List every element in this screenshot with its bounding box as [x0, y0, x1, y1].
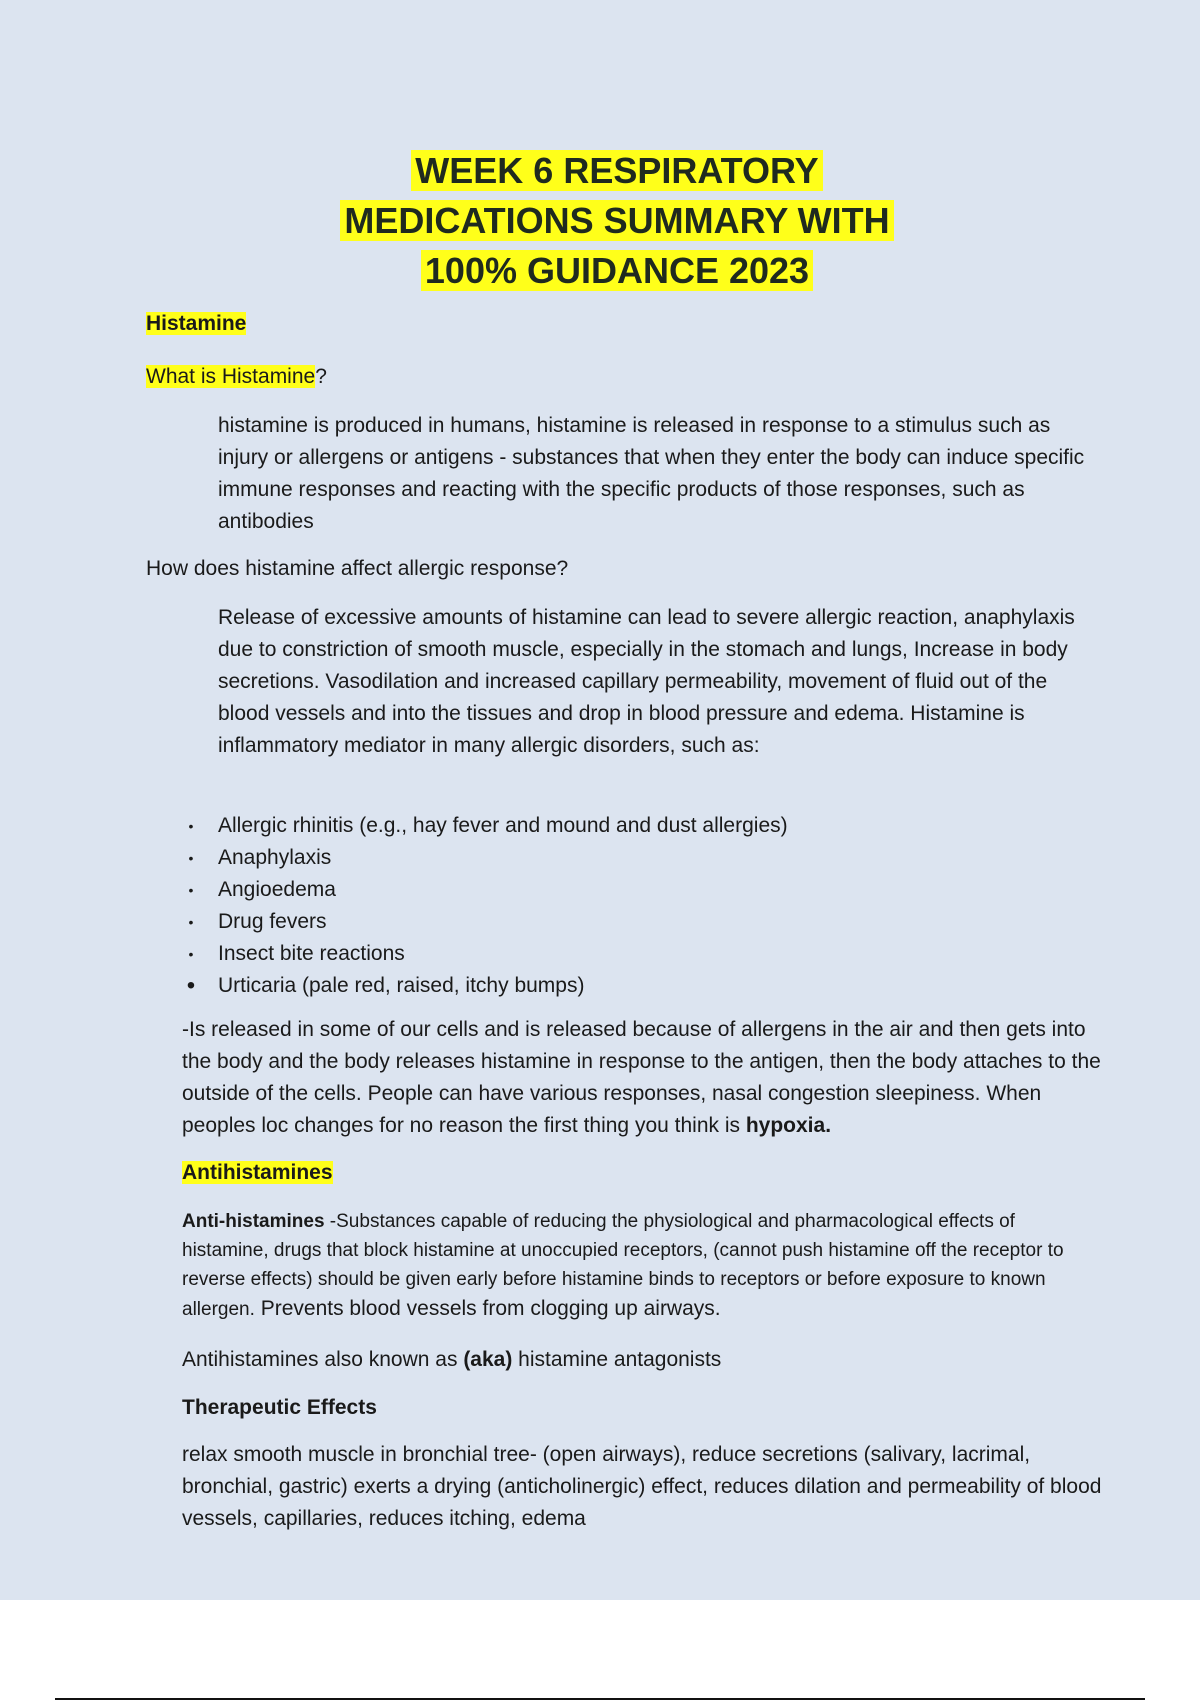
definition-term: Anti-histamines: [182, 1211, 325, 1232]
title-line-1: WEEK 6 RESPIRATORY: [411, 150, 822, 191]
list-item-text: Anaphylaxis: [218, 846, 332, 869]
list-item: [188, 874, 1098, 906]
antihistamines-definition: [182, 1207, 1102, 1324]
question-highlight: What is Histamine: [146, 365, 316, 388]
list-item-text: Drug fevers: [218, 910, 327, 933]
release-text: -Is released in some of our cells and is released because of allergens in the air and then gets into the body and the body releases histamine in response to the antigen, then the body attaches to the outside of the cells. People can have various responses, nasal congestion sleepiness. When peoples loc changes for no reason the first thing you think is: [182, 1018, 1101, 1137]
list-item: [188, 906, 1098, 938]
aka-bold: (aka): [463, 1348, 513, 1371]
histamine-heading-text: Histamine: [146, 312, 247, 335]
list-item-text: Urticaria (pale red, raised, itchy bumps): [218, 974, 585, 997]
bullet-icon: •: [188, 818, 194, 834]
question-allergic-response: How does histamine affect allergic response?: [146, 557, 569, 580]
list-item: [188, 842, 1098, 874]
release-bold: hypoxia.: [745, 1114, 832, 1137]
aka-pre: Antihistamines also known as: [182, 1348, 464, 1371]
title-line-2: MEDICATIONS SUMMARY WITH: [340, 200, 893, 241]
definition-end: Prevents blood vessels from clogging up airways.: [254, 1297, 721, 1320]
antihistamines-heading: [182, 1161, 333, 1185]
list-item: [186, 970, 1098, 1002]
question-mark: ?: [315, 365, 327, 388]
bullet-icon: •: [188, 850, 194, 866]
question-what-is-histamine: [146, 361, 327, 393]
list-item-text: Allergic rhinitis (e.g., hay fever and mound and dust allergies): [218, 814, 788, 837]
document-title: [0, 146, 1200, 296]
bullet-icon: •: [188, 882, 194, 898]
therapeutic-effects-text: relax smooth muscle in bronchial tree- (open airways), reduce secretions (salivary, lacrimal, bronchial, gastric) exerts a drying (anticholinergic) effect, reduces dilation and permeability of blood vessels, capillaries, reduces itching, edema: [182, 1443, 1102, 1530]
bullet-icon: •: [188, 914, 194, 930]
title-line-3: 100% GUIDANCE 2023: [421, 250, 813, 291]
answer-what-is-histamine: histamine is produced in humans, histamine is released in response to a stimulus such as injury or allergens or antigens - substances that when they enter the body can induce specific immune responses and reacting with the specific products of those responses, such as antibodies: [218, 414, 1085, 533]
allergic-disorders-list: [186, 810, 1098, 1002]
histamine-heading: [146, 312, 246, 336]
bullet-icon: •: [186, 972, 196, 999]
aka-post: histamine antagonists: [512, 1348, 722, 1371]
histamine-release-paragraph: [182, 1014, 1102, 1142]
antihistamines-heading-text: Antihistamines: [182, 1161, 333, 1184]
definition-text: -Substances capable of reducing the physiological and pharmacological effects of histamine, drugs that block histamine at unoccupied receptors, (cannot push histamine off the receptor to reverse effects) should be given early before histamine binds to receptors or before exposure to known allergen.: [182, 1211, 1064, 1320]
aka-line: [182, 1344, 721, 1376]
list-item: [188, 810, 1098, 842]
list-item-text: Insect bite reactions: [218, 942, 405, 965]
answer-allergic-response: Release of excessive amounts of histamine can lead to severe allergic reaction, anaphylaxis due to constriction of smooth muscle, especially in the stomach and lungs, Increase in body secretions. Vasodilation and increased capillary permeability, movement of fluid out of the blood vessels and into the tissues and drop in blood pressure and edema. Histamine is inflammatory mediator in many allergic disorders, such as:: [218, 606, 1075, 757]
list-item-text: Angioedema: [218, 878, 336, 901]
list-item: [188, 938, 1098, 970]
bullet-icon: •: [188, 946, 194, 962]
therapeutic-effects-heading: Therapeutic Effects: [182, 1396, 377, 1419]
